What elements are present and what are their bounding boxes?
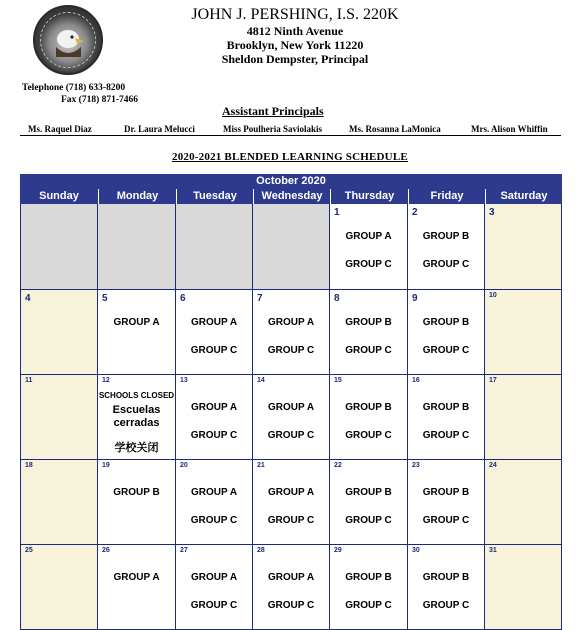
group-label: GROUP A <box>267 487 315 498</box>
calendar-day-cell <box>98 375 176 460</box>
calendar-day-cell <box>20 375 98 460</box>
group-label: GROUP A <box>267 572 315 583</box>
closed-notice-en: SCHOOLS CLOSED <box>98 391 175 400</box>
group-label: GROUP B <box>345 402 392 413</box>
group-label: GROUP A <box>190 487 238 498</box>
calendar-day-cell <box>485 460 562 545</box>
calendar-day-cell <box>408 204 485 290</box>
weekday-header: Thursday <box>330 189 408 204</box>
weekday-header: Wednesday <box>253 189 330 204</box>
day-number: 2 <box>412 207 418 218</box>
group-label: GROUP C <box>422 600 470 611</box>
day-number: 1 <box>334 207 340 218</box>
group-label: GROUP A <box>345 231 392 242</box>
calendar-day-cell <box>408 290 485 375</box>
calendar-day-cell <box>485 204 562 290</box>
calendar-day-cell <box>330 290 408 375</box>
school-name: JOHN J. PERSHING, I.S. 220K <box>191 6 399 23</box>
calendar-day-cell <box>330 375 408 460</box>
calendar-day-cell <box>20 204 98 290</box>
group-label: GROUP C <box>422 345 470 356</box>
calendar-day-cell <box>253 290 330 375</box>
day-number: 17 <box>489 377 497 384</box>
fax: Fax (718) 871-7466 <box>61 95 139 105</box>
calendar-day-cell <box>253 375 330 460</box>
day-number: 7 <box>257 293 263 304</box>
group-label: GROUP A <box>190 402 238 413</box>
day-number: 25 <box>25 547 33 554</box>
calendar-day-cell <box>176 204 253 290</box>
closed-notice-es: Escuelas cerradas <box>112 404 161 429</box>
calendar-day-cell <box>98 545 176 630</box>
weekday-header: Saturday <box>485 189 562 204</box>
group-label: GROUP C <box>345 515 392 526</box>
group-label: GROUP C <box>190 430 238 441</box>
ap-name: Miss Poulheria Saviolakis <box>223 124 323 134</box>
day-number: 18 <box>25 462 33 469</box>
weekday-header: Sunday <box>20 189 98 204</box>
assistant-principals-list <box>20 121 561 136</box>
schedule-title: 2020-2021 BLENDED LEARNING SCHEDULE <box>172 151 408 163</box>
calendar-day-cell <box>253 545 330 630</box>
group-label: GROUP C <box>267 515 315 526</box>
day-number: 30 <box>412 547 420 554</box>
calendar-day-cell <box>176 290 253 375</box>
day-number: 27 <box>180 547 188 554</box>
group-label: GROUP B <box>345 317 392 328</box>
ap-name: Dr. Laura Melucci <box>124 124 195 134</box>
calendar-day-cell <box>485 290 562 375</box>
group-label: GROUP C <box>422 430 470 441</box>
day-number: 29 <box>334 547 342 554</box>
day-number: 4 <box>25 293 31 304</box>
group-label: GROUP C <box>267 600 315 611</box>
calendar-day-cell <box>176 375 253 460</box>
calendar-day-cell <box>98 460 176 545</box>
closed-notice-zh: 学校关闭 <box>114 442 159 454</box>
calendar-day-cell <box>330 545 408 630</box>
group-label: GROUP A <box>267 402 315 413</box>
weekday-header: Monday <box>98 189 176 204</box>
address-line-1: 4812 Ninth Avenue <box>246 24 344 38</box>
calendar-day-cell <box>330 460 408 545</box>
day-number: 19 <box>102 462 110 469</box>
day-number: 14 <box>257 377 265 384</box>
month-title: October 2020 <box>20 174 562 189</box>
day-number: 21 <box>257 462 265 469</box>
group-label: GROUP C <box>422 259 470 270</box>
group-label: GROUP C <box>345 259 392 270</box>
group-label: GROUP C <box>345 600 392 611</box>
calendar-day-cell <box>98 290 176 375</box>
group-label: GROUP A <box>267 317 315 328</box>
day-number: 15 <box>334 377 342 384</box>
group-label: GROUP C <box>190 345 238 356</box>
group-label: GROUP C <box>190 600 238 611</box>
ap-name: Ms. Raquel Diaz <box>28 124 92 134</box>
school-logo <box>33 5 103 75</box>
group-label: GROUP A <box>190 572 238 583</box>
group-label: GROUP B <box>345 572 392 583</box>
calendar-day-cell <box>408 545 485 630</box>
day-number: 23 <box>412 462 420 469</box>
eagle-icon <box>53 27 85 57</box>
day-number: 12 <box>102 377 110 384</box>
day-number: 26 <box>102 547 110 554</box>
day-number: 13 <box>180 377 188 384</box>
calendar-day-cell <box>485 375 562 460</box>
calendar-day-cell <box>253 460 330 545</box>
group-label: GROUP A <box>190 317 238 328</box>
group-label: GROUP A <box>113 572 160 583</box>
calendar-day-cell <box>176 545 253 630</box>
day-number: 9 <box>412 293 418 304</box>
calendar <box>20 174 562 630</box>
address-line-2: Brooklyn, New York 11220 <box>226 38 364 52</box>
group-label: GROUP B <box>422 487 470 498</box>
calendar-day-cell <box>20 460 98 545</box>
day-number: 3 <box>489 207 495 218</box>
day-number: 11 <box>25 377 33 384</box>
calendar-day-cell <box>485 545 562 630</box>
day-number: 20 <box>180 462 188 469</box>
day-number: 10 <box>489 292 497 299</box>
calendar-day-cell <box>176 460 253 545</box>
group-label: GROUP C <box>422 515 470 526</box>
day-number: 28 <box>257 547 265 554</box>
group-label: GROUP C <box>190 515 238 526</box>
calendar-day-cell <box>408 460 485 545</box>
ap-name: Ms. Rosanna LaMonica <box>349 124 441 134</box>
group-label: GROUP B <box>345 487 392 498</box>
group-label: GROUP C <box>267 430 315 441</box>
day-number: 22 <box>334 462 342 469</box>
day-number: 5 <box>102 293 108 304</box>
calendar-day-cell <box>408 375 485 460</box>
group-label: GROUP B <box>113 487 160 498</box>
calendar-day-cell <box>20 290 98 375</box>
calendar-day-cell <box>330 204 408 290</box>
group-label: GROUP A <box>113 317 160 328</box>
day-number: 16 <box>412 377 420 384</box>
group-label: GROUP B <box>422 572 470 583</box>
group-label: GROUP C <box>267 345 315 356</box>
group-label: GROUP B <box>422 231 470 242</box>
day-number: 24 <box>489 462 497 469</box>
group-label: GROUP B <box>422 402 470 413</box>
calendar-day-cell <box>20 545 98 630</box>
weekday-header: Friday <box>408 189 485 204</box>
group-label: GROUP C <box>345 345 392 356</box>
calendar-day-cell <box>253 204 330 290</box>
calendar-day-cell <box>98 204 176 290</box>
assistant-principals-heading: Assistant Principals <box>222 104 324 118</box>
group-label: GROUP C <box>345 430 392 441</box>
day-number: 31 <box>489 547 497 554</box>
day-number: 8 <box>334 293 340 304</box>
day-number: 6 <box>180 293 186 304</box>
principal-name: Sheldon Dempster, Principal <box>221 52 369 66</box>
weekday-header: Tuesday <box>176 189 253 204</box>
ap-name: Mrs. Alison Whiffin <box>471 124 548 134</box>
group-label: GROUP B <box>422 317 470 328</box>
telephone: Telephone (718) 633-8200 <box>22 83 126 93</box>
